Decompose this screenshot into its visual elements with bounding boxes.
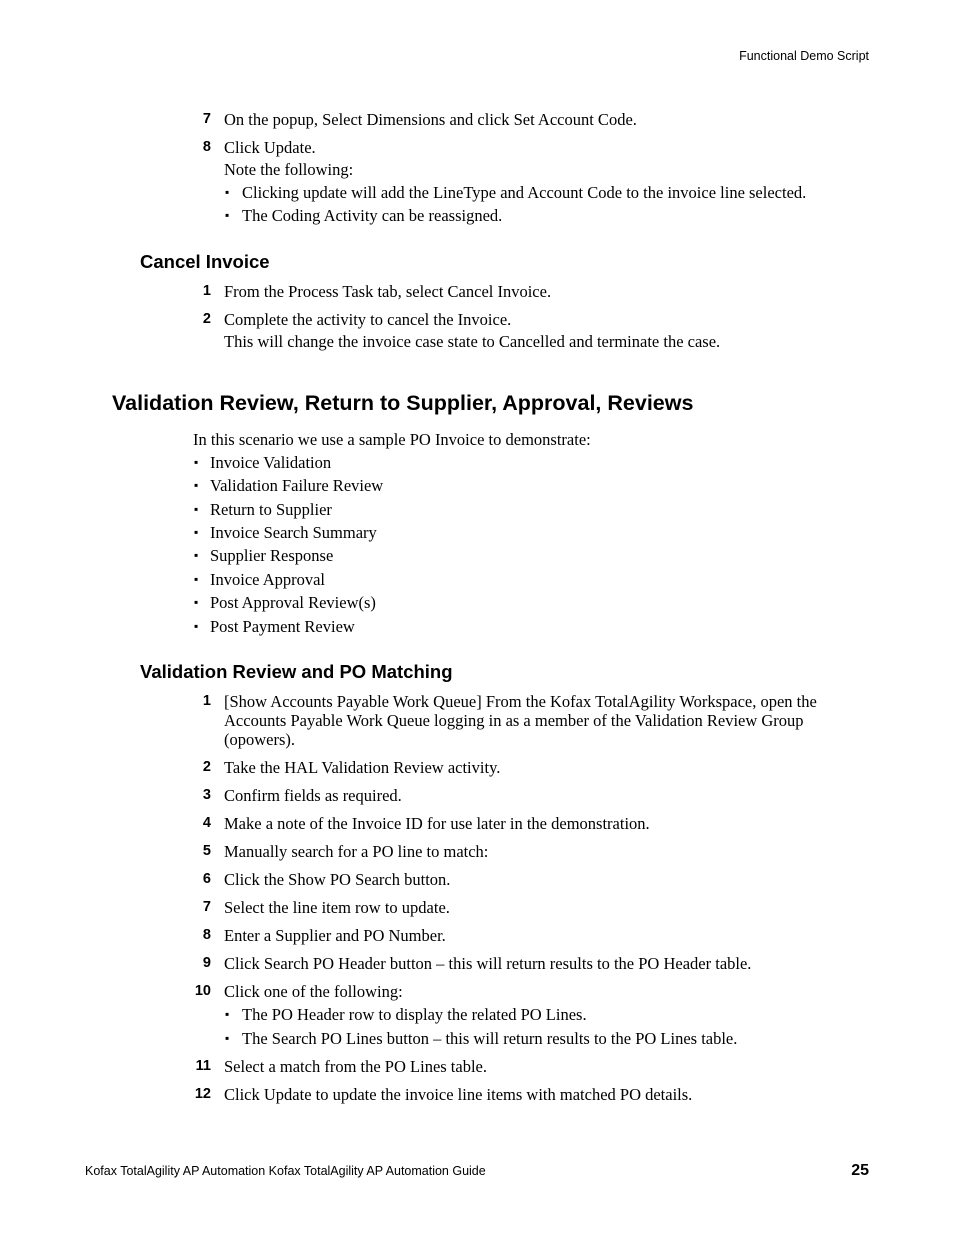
step-text: On the popup, Select Dimensions and click Set Account Code. [224, 110, 637, 129]
step-number: 6 [202, 871, 211, 887]
bullet-icon: ▪ [225, 208, 230, 222]
list-item: Return to Supplier [210, 500, 332, 519]
step-text: Click one of the following: [224, 982, 403, 1001]
step-text: Select a match from the PO Lines table. [224, 1057, 488, 1076]
bullet-icon: ▪ [225, 185, 230, 199]
bullet-text: The Coding Activity can be reassigned. [242, 206, 503, 225]
step-number: 11 [195, 1058, 211, 1074]
step-text: Take the HAL Validation Review activity. [224, 758, 501, 777]
step-text: (opowers). [224, 730, 296, 749]
step-text: [Show Accounts Payable Work Queue] From the Kofax TotalAgility Workspace, open the [224, 692, 817, 711]
running-footer: Kofax TotalAgility AP Automation Kofax TotalAgility AP Automation Guide [85, 1164, 486, 1178]
step-text: Complete the activity to cancel the Invoice. [224, 310, 512, 329]
bullet-icon: ▪ [194, 502, 199, 516]
step-text-continued: This will change the invoice case state to Cancelled and terminate the case. [224, 332, 721, 351]
step-text: Click the Show PO Search button. [224, 870, 451, 889]
list-item: Invoice Search Summary [210, 523, 377, 542]
step-text: Select the line item row to update. [224, 898, 450, 917]
step-number: 9 [202, 955, 211, 971]
bullet-icon: ▪ [225, 1031, 230, 1045]
step-text: Click Update. [224, 138, 316, 157]
list-item: Invoice Validation [210, 453, 332, 472]
bullet-icon: ▪ [194, 619, 199, 633]
step-number: 8 [202, 139, 211, 155]
step-number: 4 [202, 815, 211, 831]
bullet-icon: ▪ [194, 455, 199, 469]
bullet-icon: ▪ [194, 548, 199, 562]
step-number: 2 [202, 759, 211, 775]
page-number: 25 [851, 1162, 869, 1179]
step-number: 2 [202, 311, 211, 327]
step-text: Click Update to update the invoice line items with matched PO details. [224, 1085, 693, 1104]
step-number: 10 [194, 983, 211, 999]
running-header: Functional Demo Script [739, 49, 869, 63]
step-text: Confirm fields as required. [224, 786, 402, 805]
step-text: Accounts Payable Work Queue logging in as a member of the Validation Review Group [224, 711, 804, 730]
bullet-icon: ▪ [225, 1007, 230, 1021]
section-heading-po-matching: Validation Review and PO Matching [140, 661, 453, 682]
list-item: Post Approval Review(s) [210, 593, 376, 612]
list-item: Supplier Response [210, 546, 334, 565]
list-item: Post Payment Review [210, 617, 355, 636]
step-text: Make a note of the Invoice ID for use later in the demonstration. [224, 814, 650, 833]
step-number: 3 [202, 787, 211, 803]
step-number: 7 [202, 899, 211, 915]
step-number: 1 [202, 283, 211, 299]
step-text: Manually search for a PO line to match: [224, 842, 489, 861]
step-number: 12 [194, 1086, 211, 1102]
bullet-text: Clicking update will add the LineType and Account Code to the invoice line selected. [242, 183, 807, 202]
step-number: 8 [202, 927, 211, 943]
step-note: Note the following: [224, 160, 354, 179]
bullet-icon: ▪ [194, 595, 199, 609]
intro-paragraph: In this scenario we use a sample PO Invoice to demonstrate: [193, 430, 591, 449]
list-item: Invoice Approval [210, 570, 326, 589]
bullet-icon: ▪ [194, 572, 199, 586]
bullet-text: The Search PO Lines button – this will return results to the PO Lines table. [242, 1029, 738, 1048]
bullet-icon: ▪ [194, 525, 199, 539]
step-text: Click Search PO Header button – this will return results to the PO Header table. [224, 954, 752, 973]
list-item: Validation Failure Review [210, 476, 384, 495]
step-number: 5 [202, 843, 211, 859]
step-number: 1 [202, 693, 211, 709]
section-heading-cancel-invoice: Cancel Invoice [140, 251, 270, 272]
bullet-icon: ▪ [194, 478, 199, 492]
step-number: 7 [202, 111, 211, 127]
chapter-heading: Validation Review, Return to Supplier, Approval, Reviews [112, 391, 694, 415]
step-text: Enter a Supplier and PO Number. [224, 926, 446, 945]
step-text: From the Process Task tab, select Cancel Invoice. [224, 282, 552, 301]
bullet-text: The PO Header row to display the related PO Lines. [242, 1005, 587, 1024]
